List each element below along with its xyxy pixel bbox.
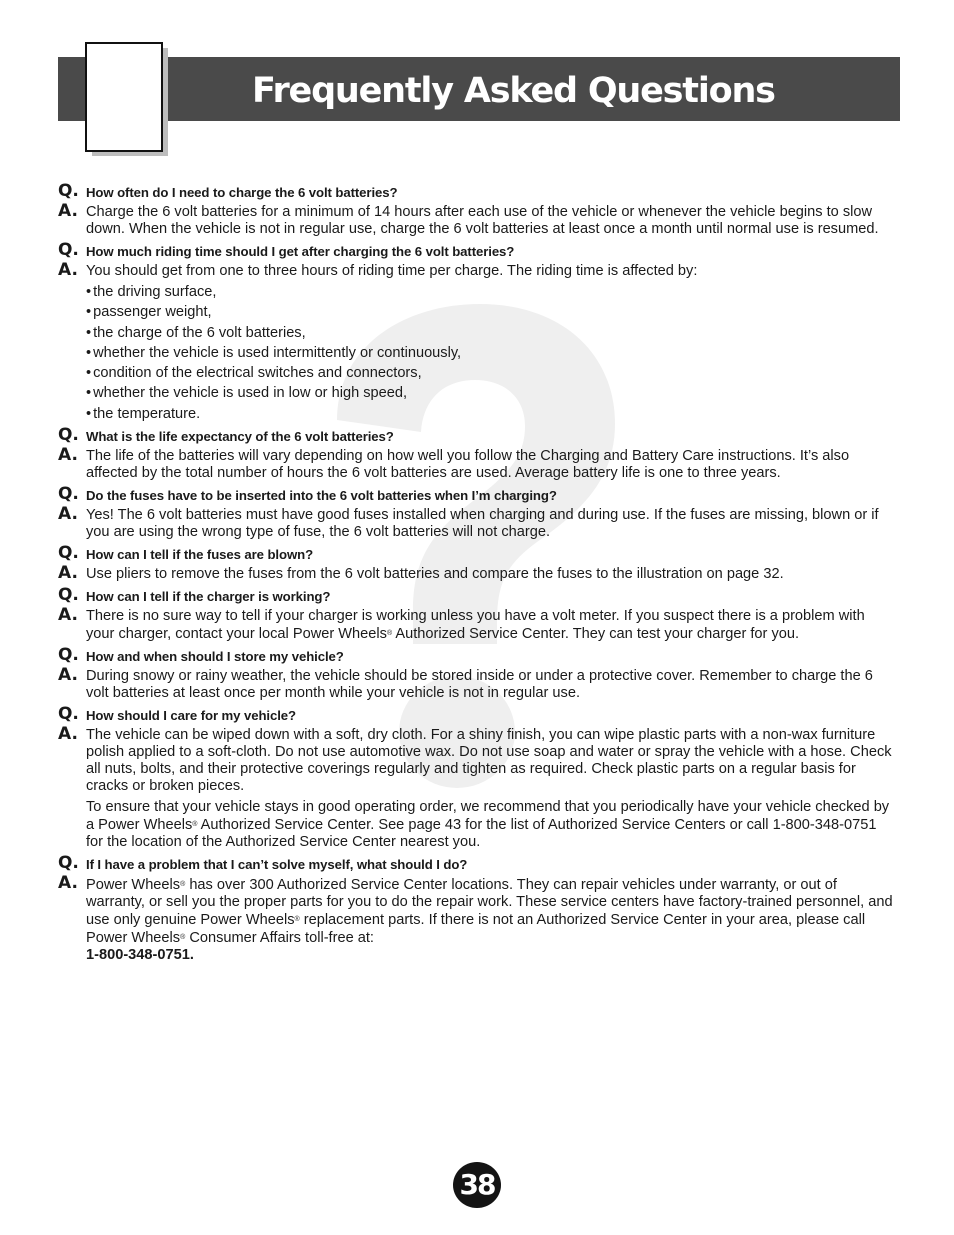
faq-item [58, 644, 894, 702]
answer-row [58, 562, 894, 583]
header-tab-box [85, 42, 163, 152]
answer-row [58, 503, 894, 541]
list-item: • whether the vehicle is used intermittently or continuously, [86, 345, 894, 362]
a-label: A. [58, 872, 78, 893]
answer-text-part: To ensure that your vehicle stays in good operating order, we recommend that you periodically have your vehicle checked by a Power Wheels [86, 798, 890, 833]
question-row [58, 542, 894, 563]
question-text: How should I care for my vehicle? [86, 707, 296, 723]
answer-text: Use pliers to remove the fuses from the 6 volt batteries and compare the fuses to the illustration on page 32. [86, 565, 784, 582]
faq-item [58, 181, 894, 238]
answer-text [86, 876, 894, 964]
q-label: Q. [58, 240, 79, 260]
q-label: Q. [58, 181, 79, 201]
question-text: How much riding time should I get after charging the 6 volt batteries? [86, 244, 515, 259]
registered-mark: ® [294, 915, 300, 923]
faq-item [58, 424, 894, 482]
registered-mark: ® [180, 880, 186, 888]
list-item: • passenger weight, [86, 304, 894, 321]
registered-mark: ® [192, 820, 198, 828]
faq-item [58, 584, 894, 643]
a-label: A. [58, 260, 78, 280]
a-label: A. [58, 503, 78, 524]
q-label: Q. [58, 542, 79, 563]
question-text: How can I tell if the fuses are blown? [86, 546, 314, 562]
answer-row [58, 604, 894, 643]
answer-row [58, 872, 894, 964]
registered-mark: ® [180, 933, 186, 941]
question-text: If I have a problem that I can’t solve myself, what should I do? [86, 856, 468, 872]
a-label: A. [58, 723, 78, 744]
riding-time-factors-list [86, 284, 894, 423]
question-row [58, 240, 894, 260]
list-item: • whether the vehicle is used in low or high speed, [86, 385, 894, 402]
answer-text: During snowy or rainy weather, the vehicle should be stored inside or under a protective cover. Remember to charge the 6 volt batteries at least once per month while your vehicle is not in regular use. [86, 667, 873, 701]
answer-text-part: replacement parts. If there is not an Authorized Service Center in your area, please call Power Wheels [86, 911, 866, 946]
answer-row [58, 444, 894, 482]
question-row [58, 584, 894, 605]
q-label: Q. [58, 852, 79, 873]
question-text: Do the fuses have to be inserted into the 6 volt batteries when I’m charging? [86, 487, 557, 503]
question-row [58, 852, 894, 873]
question-row [58, 644, 894, 665]
faq-item [58, 542, 894, 583]
a-label: A. [58, 562, 78, 583]
answer-text-part: There is no sure way to tell if your charger is working unless you have a volt meter. If you suspect there is a problem with your charger, contact your local Power Wheels [86, 607, 865, 642]
faq-item [58, 483, 894, 541]
q-label: Q. [58, 703, 79, 724]
question-text: How and when should I store my vehicle? [86, 648, 344, 664]
phone-number: 1-800-348-0751. [86, 946, 194, 963]
a-label: A. [58, 201, 78, 221]
registered-mark: ® [386, 629, 393, 637]
q-label: Q. [58, 424, 79, 445]
answer-text-part: Authorized Service Center. See page 43 for the list of Authorized Service Centers or call 1-800-348-0751 for the location of the Authorized Service Center nearest you. [86, 816, 877, 850]
list-item: • the driving surface, [86, 284, 894, 301]
a-label: A. [58, 444, 78, 465]
question-row [58, 181, 894, 201]
answer-row [58, 664, 894, 702]
faq-item [58, 703, 894, 851]
q-label: Q. [58, 584, 79, 605]
answer-text [86, 608, 894, 643]
answer-text-part: Power Wheels [86, 876, 181, 893]
answer-text: The life of the batteries will vary depending on how well you follow the Charging and Battery Care instructions. It’s also affected by the total number of hours the 6 volt batteries are used. Average battery life is one to three years. [86, 447, 850, 481]
faq-item [58, 852, 894, 964]
answer-row [58, 260, 894, 423]
answer-row [58, 201, 894, 238]
question-text: How can I tell if the charger is working? [86, 588, 331, 604]
answer-text: You should get from one to three hours of riding time per charge. The riding time is affected by: [86, 263, 698, 279]
answer-text: The vehicle can be wiped down with a soft, dry cloth. For a shiny finish, you can wipe plastic parts with a non-wax furniture polish applied to a soft-cloth. Do not use automotive wax. Do not use soap and water or spray the vehicle with a hose. Check all nuts, bolts, and their protective coverings regularly and tighten as required. Check plastic parts on a regular basis for cracks or broken pieces. [86, 726, 892, 794]
faq-list [58, 181, 894, 969]
answer-text-part: Authorized Service Center. They can test your charger for you. [392, 625, 800, 642]
faq-item [58, 240, 894, 423]
page-title: Frequently Asked Questions [252, 71, 775, 111]
answer-text-part: Consumer Affairs toll-free at: [185, 929, 374, 946]
list-item: • the temperature. [86, 406, 894, 423]
answer-text [86, 799, 894, 851]
a-label: A. [58, 604, 78, 625]
a-label: A. [58, 664, 78, 685]
list-item: • the charge of the 6 volt batteries, [86, 325, 894, 342]
q-label: Q. [58, 483, 79, 504]
question-row [58, 703, 894, 724]
answer-text: Charge the 6 volt batteries for a minimum of 14 hours after each use of the vehicle or whenever the vehicle begins to slow down. When the vehicle is not in regular use, charge the 6 volt batteries at least once a month until normal use is resumed. [86, 204, 879, 237]
q-label: Q. [58, 644, 79, 665]
answer-text-part: has over 300 Authorized Service Center locations. They can repair vehicles under warranty, or out of warranty, or sell you the proper parts for you to do the repair work. These service centers have factory-trained personnel, and use only genuine Power Wheels [86, 876, 893, 928]
answer-text: Yes! The 6 volt batteries must have good fuses installed when charging and during use. If the fuses are missing, blown or if you are using the wrong type of fuse, the 6 volt batteries will not charge. [86, 506, 879, 540]
answer-row [58, 723, 894, 851]
page-number-badge: 38 [453, 1162, 501, 1208]
question-row [58, 424, 894, 445]
list-item: • condition of the electrical switches and connectors, [86, 365, 894, 382]
question-row [58, 483, 894, 504]
question-text: How often do I need to charge the 6 volt batteries? [86, 185, 398, 200]
question-text: What is the life expectancy of the 6 volt batteries? [86, 428, 394, 444]
